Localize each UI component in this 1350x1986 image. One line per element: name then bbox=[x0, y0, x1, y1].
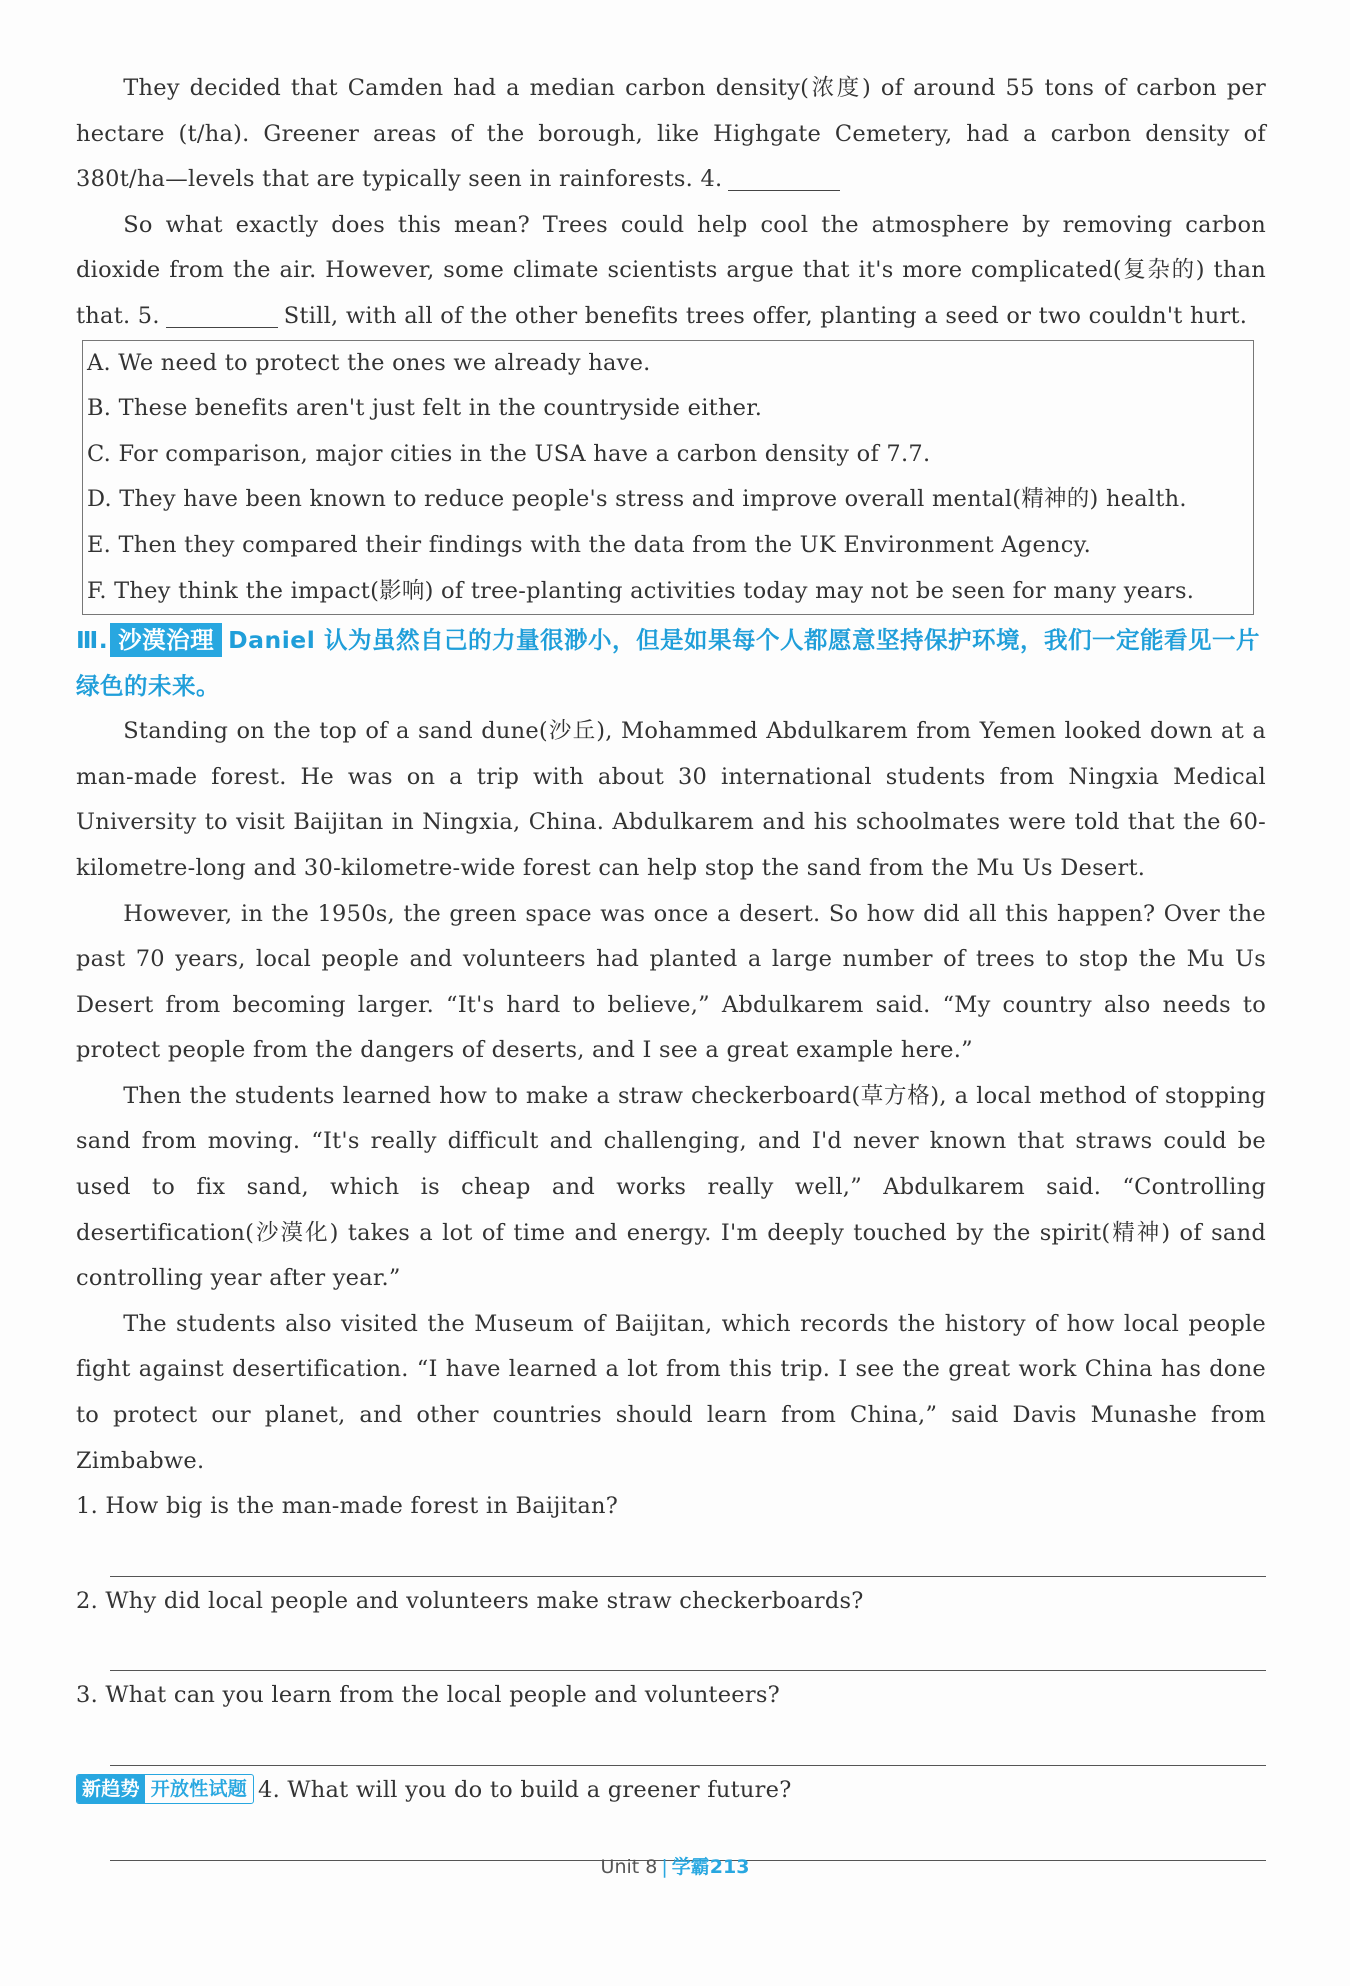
passage-paragraph bbox=[76, 66, 1266, 203]
paragraph-tail: Still, with all of the other benefits trees offer, planting a seed or two couldn't hurt. bbox=[283, 302, 1248, 329]
passage-paragraph: However, in the 1950s, the green space was once a desert. So how did all this happen? Over the past 70 years, local people and volunteers had planted a large number of trees to stop the Mu Us Desert from becoming larger. “It's hard to believe,” Abdulkarem said. “My country also needs to protect people from the dangers of deserts, and I see a great example here.” bbox=[76, 900, 1266, 1064]
page-number: 213 bbox=[709, 1856, 750, 1878]
trend-badge-label: 新趋势 bbox=[77, 1775, 145, 1803]
question-3: 3. What can you learn from the local people and volunteers? bbox=[76, 1682, 780, 1709]
page-content bbox=[76, 66, 1266, 1863]
question-4-text: 4. What will you do to build a greener future? bbox=[258, 1777, 792, 1803]
question-2: 2. Why did local people and volunteers make straw checkerboards? bbox=[76, 1587, 864, 1614]
option-c: C. For comparison, major cities in the USA have a carbon density of 7.7. bbox=[87, 440, 931, 467]
footer-separator: | bbox=[661, 1856, 668, 1878]
passage-paragraph bbox=[76, 203, 1266, 340]
page-footer bbox=[0, 1852, 1350, 1879]
option-b: B. These benefits aren't just felt in the countryside either. bbox=[87, 395, 763, 422]
paragraph-text: So what exactly does this mean? Trees could help cool the atmosphere by removing carbon dioxide from the air. However, some climate scientists argue that it's more complicated(复杂的) than that. 5. bbox=[76, 211, 1266, 329]
answer-line-2[interactable] bbox=[110, 1624, 1266, 1671]
answer-blank-4[interactable] bbox=[728, 168, 840, 192]
passage-paragraph: The students also visited the Museum of Baijitan, which records the history of how local people fight against desertification. “I have learned a lot from this trip. I see the great work China has done to protect our planet, and other countries should learn from China,” said Davis Munashe from Zimbabwe. bbox=[76, 1310, 1266, 1474]
section-intro: Daniel 认为虽然自己的力量很渺小，但是如果每个人都愿意坚持保护环境，我们一定能看见一片绿色的未来。 bbox=[76, 626, 1260, 701]
section-heading bbox=[76, 617, 1266, 709]
section-badge: 沙漠治理 bbox=[110, 623, 222, 657]
trend-badge bbox=[76, 1774, 254, 1804]
unit-label: Unit 8 bbox=[600, 1856, 658, 1878]
answer-line-1[interactable] bbox=[110, 1530, 1266, 1577]
answer-blank-5[interactable] bbox=[166, 304, 278, 328]
options-box bbox=[82, 340, 1254, 616]
option-a: A. We need to protect the ones we already have. bbox=[87, 349, 651, 376]
question-4 bbox=[76, 1768, 1266, 1814]
passage-paragraph: Then the students learned how to make a straw checkerboard(草方格), a local method of stopping sand from moving. “It's really difficult and challenging, and I'd never known that straws could be used to fix sand, which is cheap and works really well,” Abdulkarem said. “Controlling desertification(沙漠化) takes a lot of time and energy. I'm deeply touched by the spirit(精神) of sand controlling year after year.” bbox=[76, 1082, 1266, 1292]
open-question-label: 开放性试题 bbox=[150, 1778, 248, 1800]
brand-label: 学霸 bbox=[671, 1856, 710, 1878]
option-d: D. They have been known to reduce people's stress and improve overall mental(精神的) health. bbox=[87, 486, 1187, 513]
question-1: 1. How big is the man-made forest in Baijitan? bbox=[76, 1493, 619, 1520]
section-number: Ⅲ. bbox=[76, 626, 109, 655]
paragraph-text: They decided that Camden had a median carbon density(浓度) of around 55 tons of carbon per hectare (t/ha). Greener areas of the borough, like Highgate Cemetery, had a carbon density of 380t/ha—levels that are typically seen in rainforests. 4. bbox=[76, 75, 1266, 193]
answer-line-3[interactable] bbox=[110, 1719, 1266, 1766]
option-f: F. They think the impact(影响) of tree-planting activities today may not be seen for many years. bbox=[87, 577, 1195, 604]
option-e: E. Then they compared their findings with the data from the UK Environment Agency. bbox=[87, 531, 1091, 558]
passage-paragraph: Standing on the top of a sand dune(沙丘), Mohammed Abdulkarem from Yemen looked down at a man-made forest. He was on a trip with about 30 international students from Ningxia Medical University to visit Baijitan in Ningxia, China. Abdulkarem and his schoolmates were told that the 60-kilometre-long and 30-kilometre-wide forest can help stop the sand from the Mu Us Desert. bbox=[76, 718, 1266, 881]
